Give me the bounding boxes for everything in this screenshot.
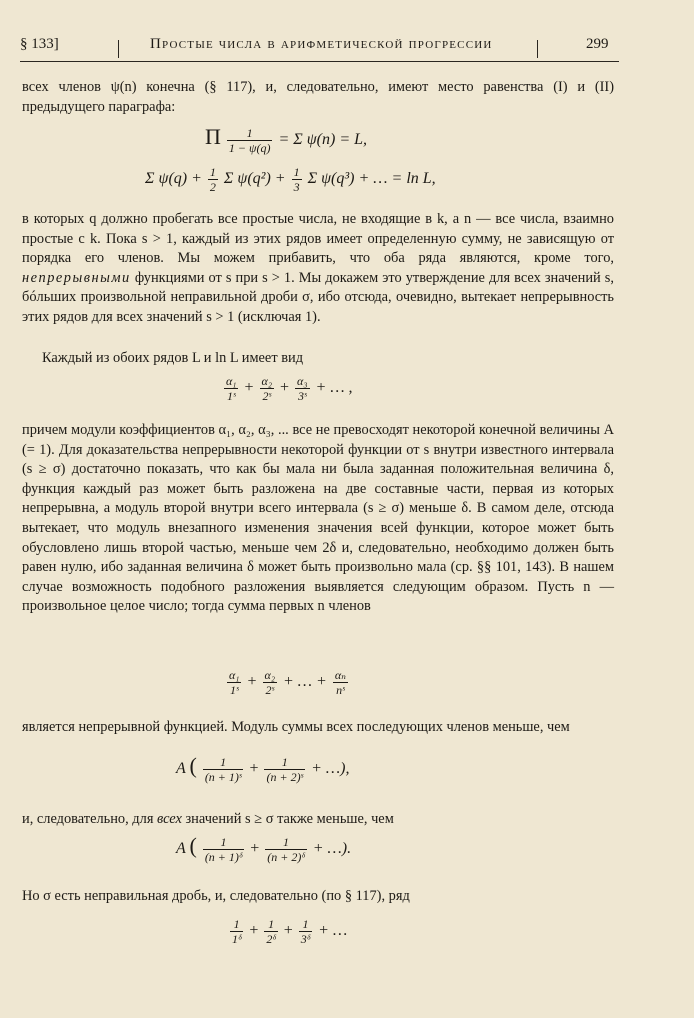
fraction: $\frac{\text{α₁}}{\text{1ˢ}}$ bbox=[229, 668, 240, 697]
fraction: $\frac{1}{\text{2ᵟ}}$ bbox=[266, 917, 276, 946]
fraction: $\frac{\text{αₙ}}{\text{nˢ}}$ bbox=[334, 668, 346, 697]
fraction: $\frac{1}{\text{(n + 1)ˢ}}$ bbox=[204, 754, 242, 784]
formula-partial-sum: $\frac{\text{α₁}}{\text{1ˢ}}$ + $\frac{\text{α₂}}{\text{2ˢ}}$ + … + $\frac{\text{αₙ}}{\text{nˢ}}$ bbox=[229, 668, 346, 697]
fraction: $\frac{1}{1 - \psi(q)}$ bbox=[228, 125, 271, 155]
emphasis: непрерывными bbox=[22, 269, 131, 286]
formula-dirichlet-series: $\frac{\text{α₁}}{\text{1ˢ}}$ + $\frac{\text{α₂}}{\text{2ˢ}}$ + $\frac{\text{α₃}}{\text{3ˢ}}$ + … , bbox=[226, 374, 353, 403]
formula-tail-bound: A ( $\frac{1}{\text{(n + 1)ˢ}}$ + $\frac{1}{\text{(n + 2)ˢ}}$ + …), bbox=[176, 753, 350, 784]
emphasis: всех bbox=[157, 811, 182, 827]
fraction: $\frac{1}{2}$ bbox=[209, 165, 216, 194]
fraction: $\frac{\text{α₃}}{\text{3ˢ}}$ bbox=[297, 374, 308, 403]
paragraph: Каждый из обоих рядов L и ln L имеет вид bbox=[42, 350, 304, 366]
fraction: $\frac{\text{α₂}}{\text{2ˢ}}$ bbox=[264, 668, 275, 697]
paragraph: и, следовательно, для всех значений s ≥ σ также меньше, чем bbox=[22, 811, 394, 827]
header-separator bbox=[118, 40, 119, 58]
paragraph: является непрерывной функцией. Модуль суммы всех последующих членов меньше, чем bbox=[22, 719, 570, 735]
formula-tail-bound-sigma: A ( $\frac{1}{\text{(n + 1)ᵟ}}$ + $\frac{1}{\text{(n + 2)ᵟ}}$ + …). bbox=[176, 833, 352, 864]
fraction: $\frac{1}{\text{3ᵟ}}$ bbox=[300, 917, 311, 946]
page-number: 299 bbox=[586, 36, 609, 52]
header-separator bbox=[537, 40, 538, 58]
fraction: $\frac{\text{α₂}}{\text{2ˢ}}$ bbox=[261, 374, 272, 403]
formula-zeta-series: $\frac{1}{\text{1ᵟ}}$ + $\frac{1}{\text{2ᵟ}}$ + $\frac{1}{\text{3ᵟ}}$ + … bbox=[232, 917, 348, 946]
fraction: $\frac{1}{\text{(n + 2)ᵟ}}$ bbox=[267, 834, 305, 864]
paragraph: Но σ есть неправильная дробь, и, следовательно (по § 117), ряд bbox=[22, 888, 410, 904]
fraction: $\frac{1}{\text{(n + 1)ᵟ}}$ bbox=[204, 834, 243, 864]
formula-product: Π $\frac{1}{1 - \psi(q)}$ = Σ ψ(n) = L, bbox=[205, 124, 368, 155]
fraction: $\frac{1}{\text{1ᵟ}}$ bbox=[232, 917, 242, 946]
paragraph: всех членов ψ(n) конечна (§ 117), и, следовательно, имеют место равенства (I) и (II) предыдущего параграфа: bbox=[22, 79, 614, 115]
paragraph: причем модули коэффициентов α₁, α₂, α₃, ... все не превосходят некоторой конечной величины A (= 1). Для доказательства непрерывности некоторой функции от s внутри известного интервала (s ≥ σ) достаточно показать, что как бы мала ни была заданная положительная величина δ, функция каждый раз может быть разложена на две составные части, первая из которых непрерывна, а модуль второй внутри всего интервала (s ≥ σ) меньше δ. В самом деле, отсюда вытекает, что модуль внезапного изменения значения всей функции, которое может быть обусловлено лишь второй частью, меньше чем 2δ и, следовательно, необходимо должен быть равен нулю, ибо заданная величина δ может быть произвольно мала (ср. §§ 101, 143). В нашем случае возможность подобного разложения выявляется следующим образом. Пусть n — произвольное целое число; тогда сумма первых n членов bbox=[22, 422, 614, 615]
fraction: $\frac{\text{α₁}}{\text{1ˢ}}$ bbox=[226, 374, 237, 403]
running-title: Простые числа в арифметической прогрессии bbox=[150, 36, 493, 52]
paragraph: в которых q должно пробегать все простые числа, не входящие в k, а n — все числа, взаимно простые с k. Пока s > 1, каждый из этих рядов имеет определенную сумму, не зависящую от порядка его членов. Мы можем прибавить, что оба ряда являются, кроме того, непрерывными функциями от s при s > 1. Мы докажем это утверждение для всех значений s, бóльших произвольной неправильной дроби σ, ибо отсюда, очевидно, вытекает непрерывность этих рядов для всех значений s > 1 (исключая 1). bbox=[22, 211, 614, 325]
fraction: $\frac{1}{3}$ bbox=[293, 165, 300, 194]
formula-log-series: Σ ψ(q) + $\frac{1}{2}$ Σ ψ(q²) + $\frac{1}{3}$ Σ ψ(q³) + … = ln L, bbox=[145, 165, 436, 194]
header-rule bbox=[20, 61, 619, 62]
fraction: $\frac{1}{\text{(n + 2)ˢ}}$ bbox=[266, 754, 304, 784]
running-header bbox=[20, 36, 620, 60]
section-number: § 133] bbox=[20, 36, 59, 52]
